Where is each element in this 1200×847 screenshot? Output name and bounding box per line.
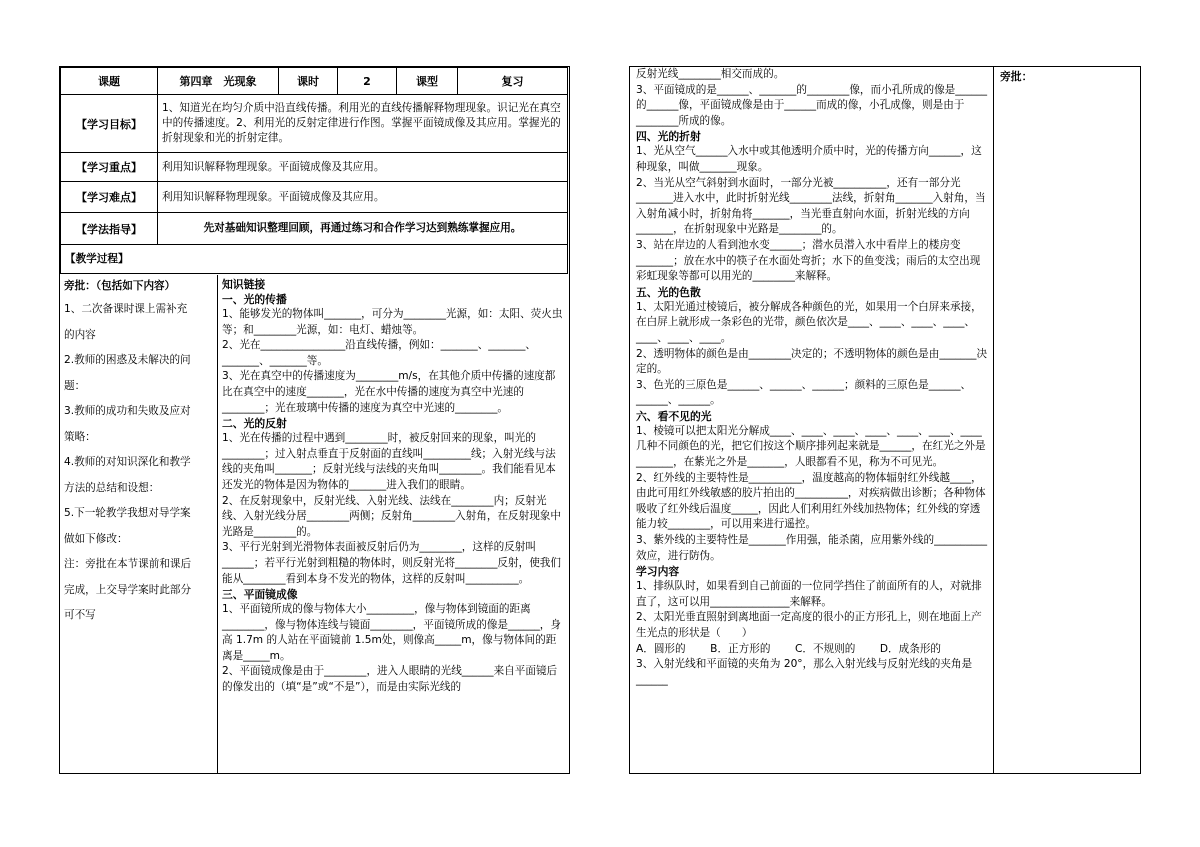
header-row <box>61 68 568 95</box>
header-label-topic: 课题 <box>61 68 158 95</box>
margin-note-line: 完成，上交导学案时此部分 <box>64 583 192 596</box>
margin-note-line: 策略： <box>64 430 96 443</box>
method-row <box>61 213 568 245</box>
right-margin-notes <box>1000 69 1130 773</box>
margin-note-line: 1、二次备课时课上需补充 <box>64 303 188 315</box>
keypoints-text: 利用知识解释物理现象。平面镜成像及其应用。 <box>158 153 568 182</box>
paragraph: 2、光在________________沿直线传播，例如：_______、_______、_______、_______等。 <box>222 339 536 367</box>
margin-note-line: 5.下一轮教学我想对导学案 <box>64 507 191 519</box>
header-label-type: 课型 <box>397 68 458 95</box>
right-page <box>629 66 1141 774</box>
paragraph: 3、平行光射到光滑物体表面被反射后仍为________，这样的反射叫______；若平行光射到粗糙的物体时，则反射光将________反射，使我们能从________看到本身不发光的物体，这样的反射叫__________。 <box>222 541 561 585</box>
margin-note-line: 题： <box>64 379 86 392</box>
margin-note-line: 方法的总结和设想： <box>64 481 160 494</box>
objectives-text: 1、知道光在均匀介质中沿直线传播。利用光的直线传播解释物理现象。识记光在真空中的传播速度。2、利用光的反射定律进行作图。掌握平面镜成像及其应用。掌握光的折射现象和光的折射定律。 <box>158 95 568 153</box>
difficulties-label: 【学习难点】 <box>61 182 158 213</box>
difficulties-text: 利用知识解释物理现象。平面镜成像及其应用。 <box>158 182 568 213</box>
margin-note-line: 注：旁批在本节课前和课后 <box>64 558 192 570</box>
margin-note-line: 可不写 <box>64 609 96 621</box>
paragraph: 1、排纵队时，如果看到自己前面的一位同学挡住了前面所有的人，对就排直了，这可以用_______________来解释。 <box>636 580 982 608</box>
paragraph: 1、太阳光通过棱镜后，被分解成各种颜色的光，如果用一个白屏来承接，在白屏上就形成一条彩色的光带，颜色依次是____、____、____、____、____、____、____。 <box>636 300 982 344</box>
section-heading: 二、光的反射 <box>222 417 287 431</box>
paragraph: 3、光在真空中的传播速度为________m/s，在其他介质中传播的速度都比在真空中的速度_______，光在水中传播的速度为真空中光速的________；光在玻璃中传播的速度为真空中光速的________。 <box>222 370 556 414</box>
margin-note-line: 4.教师的对知识深化和教学 <box>64 456 191 468</box>
section-heading: 五、光的色散 <box>636 285 701 299</box>
paragraph: 2、当光从空气斜射到水面时，一部分光被__________，还有一部分光_______进入水中，此时折射光线________法线，折射角_______入射角，当入射角减小时，折射角将_______，当光垂直射向水面，折射光线的方向_______，在折射现象中光路是________的。 <box>636 176 986 236</box>
lesson-info-table <box>60 67 568 274</box>
paragraph: 3、入射光线和平面镜的夹角为 20°，那么入射光线与反射光线的夹角是______ <box>636 658 973 686</box>
paragraph: 1、光在传播的过程中遇到________时，被反射回来的现象，叫光的________；过入射点垂直于反射面的直线叫_________线；入射光线与法线的夹角叫_______；反射光线与法线的夹角叫________。我们能看见本还发光的物体是因为物体的_______进入我们的眼睛。 <box>222 432 556 491</box>
paragraph: 1、平面镜所成的像与物体大小_________，像与物体到镜面的距离________，像与物体连线与镜面________，平面镜所成的像是______，身高 1.7m 的人站在平面镜前 1.5m处，则像高_____m，像与物体间的距离是_____m。 <box>222 603 561 662</box>
difficulties-row <box>61 182 568 213</box>
paragraph: 3、色光的三原色是______、______、______；颜料的三原色是______、______、______。 <box>636 378 972 407</box>
paragraph: 2、平面镜成像是由于________，进入人眼睛的光线______来自平面镜后的像发出的（填“是”或“不是”），而是由实际光线的 <box>222 665 558 694</box>
paragraph: 2、透明物体的颜色是由________决定的；不透明物体的颜色是由_______决定的。 <box>636 347 988 376</box>
right-margin-notes-title: 旁批： <box>1000 70 1033 83</box>
paragraph: 3、紫外线的主要特性是_______作用强，能杀菌，应用紫外线的__________效应，进行防伪。 <box>636 534 988 562</box>
paragraph: 1、能够发光的物体叫_______，可分为________光源，如：太阳、荧火虫等；和________光源，如：电灯、蜡烛等。 <box>222 308 563 336</box>
paragraph: 2、在反射现象中，反射光线、入射光线、法线在________内；反射光线、入射光线分居________两侧；反射角________入射角，在反射现象中光路是________的。 <box>222 494 561 538</box>
process-title-row <box>61 245 568 274</box>
objectives-label: 【学习目标】 <box>61 95 158 153</box>
section-heading: 一、光的传播 <box>222 293 287 306</box>
method-text: 先对基础知识整理回顾，再通过练习和合作学习达到熟练掌握应用。 <box>158 213 568 245</box>
header-period-value: 2 <box>338 68 397 95</box>
paragraph: 1、棱镜可以把太阳光分解成____、____、____、____、____、____、____几种不同颜色的光，把它们按这个顺序排列起来就是______，在红光之外是_______，在紫光之外是_______，人眼都看不见，称为不可见光。 <box>636 424 986 469</box>
section-heading: 六、看不见的光 <box>636 409 712 423</box>
paragraph: 3、平面镜成的是______、_______的________像，而小孔所成的像是______的______像，平面镜成像是由于______而成的像，小孔成像，则是由于________所成的像。 <box>636 83 988 127</box>
left-knowledge-content <box>222 277 564 773</box>
section-heading: 四、光的折射 <box>636 130 701 144</box>
left-column-divider <box>217 275 218 773</box>
keypoints-label: 【学习重点】 <box>61 153 158 182</box>
margin-note-line: 的内容 <box>64 328 96 341</box>
section-heading: 三、平面镜成像 <box>222 588 298 602</box>
header-type-value: 复习 <box>458 68 568 95</box>
objectives-row <box>61 95 568 153</box>
right-knowledge-content <box>636 67 988 773</box>
paragraph: 2、太阳光垂直照射到离地面一定高度的很小的正方形孔上，则在地面上产生光点的形状是（ ） <box>636 611 982 639</box>
margin-note-line: 3.教师的成功和失败及应对 <box>64 405 191 417</box>
left-margin-notes <box>64 277 214 773</box>
header-label-period: 课时 <box>279 68 338 95</box>
method-label: 【学法指导】 <box>61 213 158 245</box>
paragraph: 2、红外线的主要特性是__________，温度越高的物体辐射红外线越____，由此可用红外线敏感的胶片拍出的__________，对疾病做出诊断；各种物体吸收了红外线后温度_____，因此人们利用红外线加热物体；红外线的穿透能力较________，可以用来进行遥控。 <box>636 471 986 531</box>
paragraph: A．圆形的 B．正方形的 C．不规则的 D．成条形的 <box>636 642 942 655</box>
margin-notes-title: 旁批：（包括如下内容） <box>64 280 176 292</box>
paragraph: 1、光从空气______入水中或其他透明介质中时，光的传播方向______，这种现象，叫做_______现象。 <box>636 145 982 173</box>
paragraph: 反射光线________相交而成的。 <box>636 68 785 80</box>
right-column-divider <box>993 67 994 773</box>
keypoints-row <box>61 153 568 182</box>
section-heading: 知识链接 <box>222 278 266 291</box>
margin-note-line: 2.教师的困惑及未解决的问 <box>64 354 191 366</box>
header-topic-value: 第四章 光现象 <box>158 68 279 95</box>
section-heading: 学习内容 <box>636 565 680 579</box>
margin-note-line: 做如下修改： <box>64 532 128 545</box>
left-page <box>59 66 570 774</box>
paragraph: 3、站在岸边的人看到池水变______；潜水员潜入水中看岸上的楼房变_______；放在水中的筷子在水面处弯折；水下的鱼变浅；雨后的太空出现彩虹现象等都可以用光的________来解释。 <box>636 238 981 283</box>
process-title: 【教学过程】 <box>61 245 568 274</box>
